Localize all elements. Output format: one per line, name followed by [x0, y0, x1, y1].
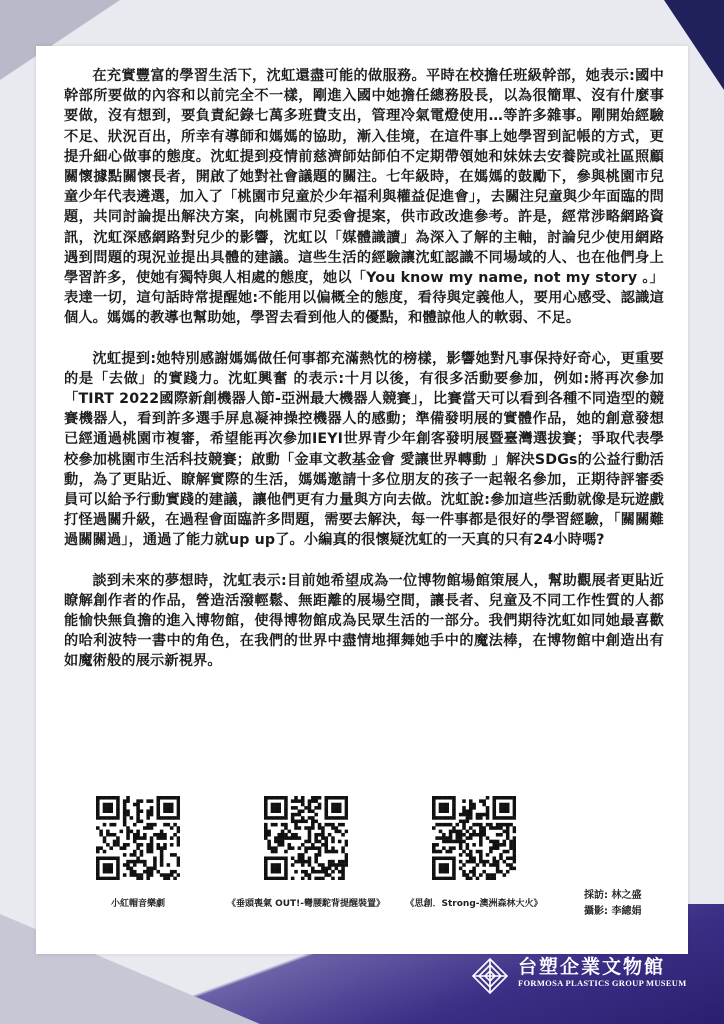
article-paragraph: 沈虹提到:她特別感謝媽媽做任何事都充滿熱忱的榜樣，影響她對凡事保持好奇心，更重要的是「去做」的實踐力。沈虹興奮 的表示:十月以後，有很多活動要參加，例如:將再次參加「TIRT 2022國際新創機器人節-亞洲最大機器人競賽」，比賽當天可以看到各種不同造型的競賽機器人，看到許多選手屏息凝神操控機器人的感動；準備發明展的實體作品，她的創意發想已經通過桃園市複審，希望能再次參加IEYI世界青少年創客發明展暨臺灣選拔賽；爭取代表學校參加桃園市生活科技競賽；啟動「金車文教基金會 愛讓世界轉動 」解決SDGs的公益行動活動，為了更貼近、瞭解實際的生活，媽媽邀請十多位朋友的孩子一起報名參加，正期待評審委員可以給予行動實踐的建議，讓他們更有力量與方向去做。沈虹說:參加這些活動就像是玩遊戲打怪過關升級，在過程會面臨許多問題，需要去解決，每一件事都是很好的學習經驗，「關關難過關關過」，通過了能力就up up了。小編真的很懷疑沈虹的一天真的只有24小時嗎?	[64, 350, 664, 549]
qr-item	[58, 796, 218, 909]
qr-caption: 《垂頭喪氣 OUT!-彎腰駝背提醒裝置》	[226, 899, 386, 909]
qr-item	[226, 796, 386, 909]
article-paragraph: 在充實豐富的學習生活下，沈虹還盡可能的做服務。平時在校擔任班級幹部，她表示:國中幹部所要做的內容和以前完全不一樣，剛進入國中她擔任總務股長，以為很簡單、沒有什麼事要做，沒有想到，要負責紀錄七萬多班費支出，管理冷氣電燈使用…等許多雜事。剛開始經驗不足、狀況百出，所幸有導師和媽媽的協助，漸入佳境，在這件事上她學習到記帳的方式，更提升細心做事的態度。沈虹提到疫情前慈濟師姑師伯不定期帶領她和妹妹去安養院或社區照顧關懷據點關懷長者，開啟了她對社會議題的關注。七年級時，在媽媽的鼓勵下，參與桃園市兒童少年代表遴選，加入了「桃園市兒童於少年福利與權益促進會」，去關注兒童與少年面臨的問題，共同討論提出解決方案，向桃園市兒委會提案，供市政改進參考。許是，經常涉略網路資訊，沈虹深感網路對兒少的影響，沈虹以「媒體識讀」為深入了解的主軸，討論兒少使用網路遇到問題的現況並提出具體的建議。這些生活的經驗讓沈虹認識不同場域的人、也在他們身上學習許多，使她有獨特與人相處的態度，她以「You know my name, not my story 。」表達一切，這句話時常提醒她:不能用以偏概全的態度，看待與定義他人，要用心感受、認識這個人。媽媽的教導也幫助她，學習去看到他人的優點，和體諒他人的軟弱、不足。	[64, 68, 664, 327]
credit-interviewer: 採訪: 林之盛	[584, 890, 642, 901]
article-paragraph: 談到未來的夢想時，沈虹表示:目前她希望成為一位博物館場館策展人，幫助觀展者更貼近瞭解創作者的作品，營造活潑輕鬆、無距離的展場空間，讓長者、兒童及不同工作性質的人都能愉快無負擔的進入博物館，使得博物館成為民眾生活的一部分。我們期待沈虹如同她最喜歡的哈利波特一書中的角色，在我們的世界中盡情地揮舞她手中的魔法棒，在博物館中創造出有如魔術般的展示新視界。	[64, 572, 664, 670]
article-body	[64, 66, 664, 692]
article-page	[36, 46, 688, 954]
qr-code-icon[interactable]	[264, 796, 348, 880]
credits	[584, 888, 684, 920]
qr-item	[394, 796, 554, 909]
museum-logo-icon	[470, 956, 510, 996]
credit-photographer: 攝影: 李總娟	[584, 906, 642, 917]
qr-code-icon[interactable]	[432, 796, 516, 880]
qr-caption: 《思創．Strong-澳洲森林大火》	[405, 899, 543, 909]
museum-brand	[470, 952, 700, 996]
brand-name-chinese: 台塑企業文物館	[518, 956, 666, 978]
qr-code-icon[interactable]	[96, 796, 180, 880]
brand-name-english: FORMOSA PLASTICS GROUP MUSEUM	[518, 978, 687, 988]
qr-caption: 小紅帽音樂劇	[110, 899, 165, 909]
